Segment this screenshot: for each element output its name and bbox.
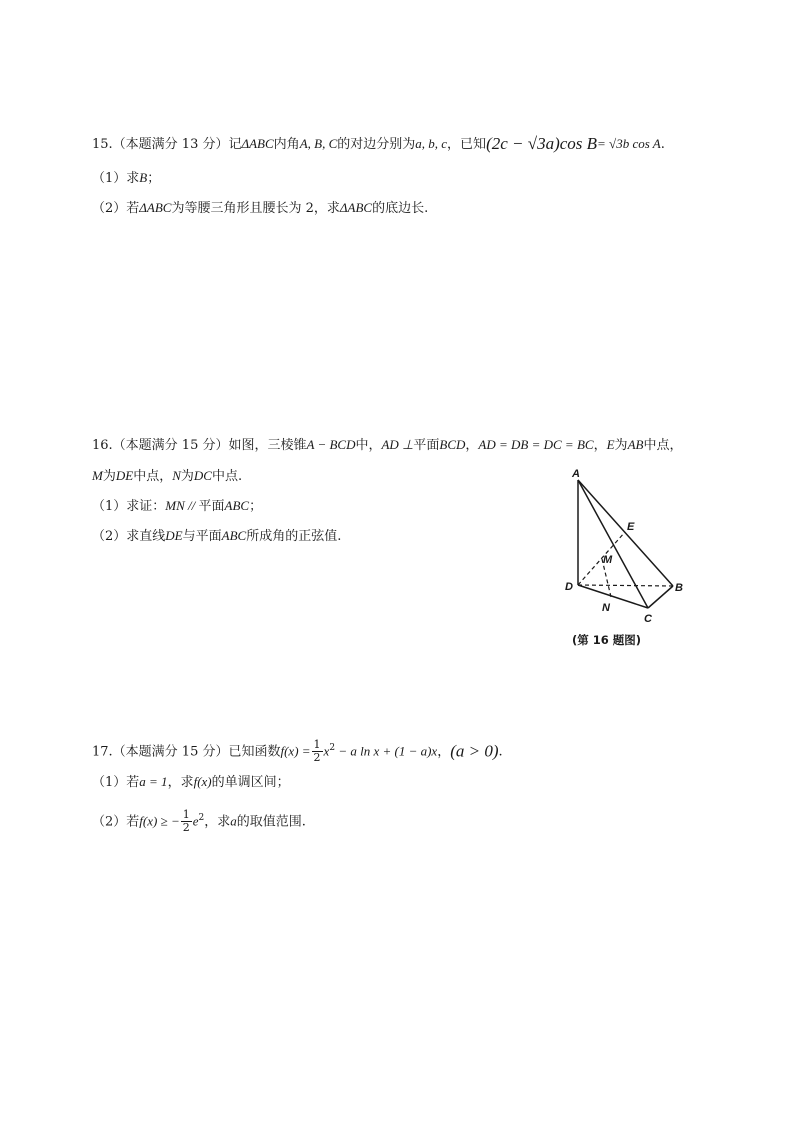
q15-text: 的对边分别为	[337, 137, 416, 152]
q16-var: N	[172, 468, 181, 483]
q17-stem	[92, 738, 503, 764]
q17-part2-den: 2	[182, 821, 190, 835]
q17-part1-fx: f(x)	[193, 774, 212, 789]
q17-part2-num: 1	[182, 808, 190, 822]
q16-equal: AD = DB = DC = BC	[478, 437, 594, 452]
q17-fraction	[312, 739, 323, 764]
q16-plane: BCD	[439, 437, 466, 452]
q16-stem	[92, 435, 682, 456]
label-A: A	[572, 468, 580, 480]
q15-part2-triangle: ΔABC	[339, 200, 373, 215]
q17-part2-text: （2）若	[92, 814, 140, 830]
q16-part1-var: ABC	[224, 498, 250, 513]
q17-part2-text: ，求	[204, 814, 231, 830]
q17-part2-fraction	[181, 809, 192, 834]
q16-figure	[556, 468, 696, 648]
q17-condition: (a > 0)	[450, 741, 499, 761]
q16-part1-text: 平面	[198, 499, 225, 514]
q16-part2-var: ABC	[221, 528, 247, 543]
q17-part1	[92, 772, 290, 793]
q15-sides: a, b, c	[415, 136, 448, 151]
edge-CB	[648, 586, 673, 608]
q16-var: DE	[115, 468, 134, 483]
label-D: D	[565, 581, 573, 593]
q17-part1-text: （1）若	[92, 775, 140, 790]
q17-x: x	[323, 743, 330, 759]
q16-part2-text: （2）求直线	[92, 529, 166, 544]
q16-text: 平面	[413, 438, 440, 453]
q15-stem	[92, 134, 665, 155]
q15-part1	[92, 168, 160, 189]
q17-part2-exp: 2	[198, 813, 205, 823]
q15-part1-text: （1）求	[92, 171, 140, 186]
q16-text: 中点.	[211, 469, 243, 484]
q17-header: 17.（本题满分 15 分）已知函数	[92, 744, 281, 760]
q15-header: 15.（本题满分 13 分）记	[92, 137, 242, 152]
q17-exponent: 2	[329, 743, 336, 753]
q15-part2-text: 的底边长.	[372, 201, 429, 216]
q16-part1-text: ；	[249, 499, 263, 514]
q15-equation-rhs: = √3b cos A	[597, 136, 661, 151]
q16-stem-line2	[92, 466, 242, 487]
q17-text: ，	[437, 744, 451, 760]
q15-angles: A, B, C	[299, 136, 338, 151]
q17-part1-text: ，求	[167, 775, 194, 790]
pyramid-diagram	[556, 468, 696, 638]
q16-var: E	[606, 437, 615, 452]
label-B: B	[675, 582, 683, 594]
q15-text: .	[660, 137, 665, 152]
label-M: M	[603, 554, 613, 566]
q17-text: .	[498, 744, 503, 760]
q16-part2-text: 所成角的正弦值.	[246, 529, 342, 544]
q15-part1-var: B	[139, 170, 148, 185]
q17-rest: − a ln x + (1 − a)x	[335, 743, 438, 759]
q17-fx: f(x) =	[280, 743, 311, 759]
q17-part2-var: a	[230, 813, 237, 829]
q15-part2-text: 为等腰三角形且腰长为 2，求	[171, 201, 340, 216]
q16-part1-var: MN //	[165, 498, 199, 513]
q17-frac-num: 1	[313, 738, 321, 752]
q15-triangle: ΔABC	[241, 136, 274, 151]
q16-text: 为	[180, 469, 194, 484]
q16-text: ，	[593, 438, 607, 453]
q16-part2	[92, 526, 341, 547]
q16-perp: AD ⊥	[381, 437, 414, 452]
q17-part2-e: e	[192, 813, 199, 829]
q16-text: 中点，	[643, 438, 683, 453]
q16-header: 16.（本题满分 15 分）如图，三棱锥	[92, 438, 307, 453]
q16-part1-text: （1）求证：	[92, 499, 166, 514]
segment-DE	[578, 532, 625, 585]
q17-part1-text: 的单调区间；	[211, 775, 290, 790]
q16-part2-var: DE	[165, 528, 183, 543]
q16-var: M	[92, 468, 103, 483]
q16-text: ，	[465, 438, 479, 453]
q16-text: 中点，	[133, 469, 173, 484]
edge-DB-hidden	[578, 585, 673, 586]
q15-part2	[92, 198, 428, 219]
figure-caption: (第 16 题图)	[572, 633, 642, 647]
q15-part2-triangle: ΔABC	[139, 200, 172, 215]
q15-part1-text: ；	[147, 171, 161, 186]
q15-part2-text: （2）若	[92, 201, 140, 216]
q17-part2-fx: f(x) ≥ −	[139, 813, 180, 829]
q15-text: ，已知	[447, 137, 487, 152]
label-N: N	[602, 602, 610, 614]
q16-var: DC	[193, 468, 212, 483]
q15-text: 内角	[273, 137, 300, 152]
q16-var: AB	[627, 437, 644, 452]
q16-text: 为	[614, 438, 628, 453]
q17-part2	[92, 808, 306, 834]
q16-text: 为	[102, 469, 116, 484]
q15-equation-lhs: (2c − √3a)cos B	[486, 134, 598, 153]
q17-frac-den: 2	[313, 751, 321, 765]
q16-pyramid: A − BCD	[306, 437, 356, 452]
label-C: C	[644, 613, 652, 625]
edge-AB	[578, 480, 673, 586]
label-E: E	[627, 521, 635, 533]
q16-text: 中，	[355, 438, 382, 453]
q17-part2-text: 的取值范围.	[236, 814, 306, 830]
q16-part2-text: 与平面	[182, 529, 222, 544]
q17-part1-cond: a = 1	[139, 774, 168, 789]
q16-part1	[92, 496, 262, 517]
